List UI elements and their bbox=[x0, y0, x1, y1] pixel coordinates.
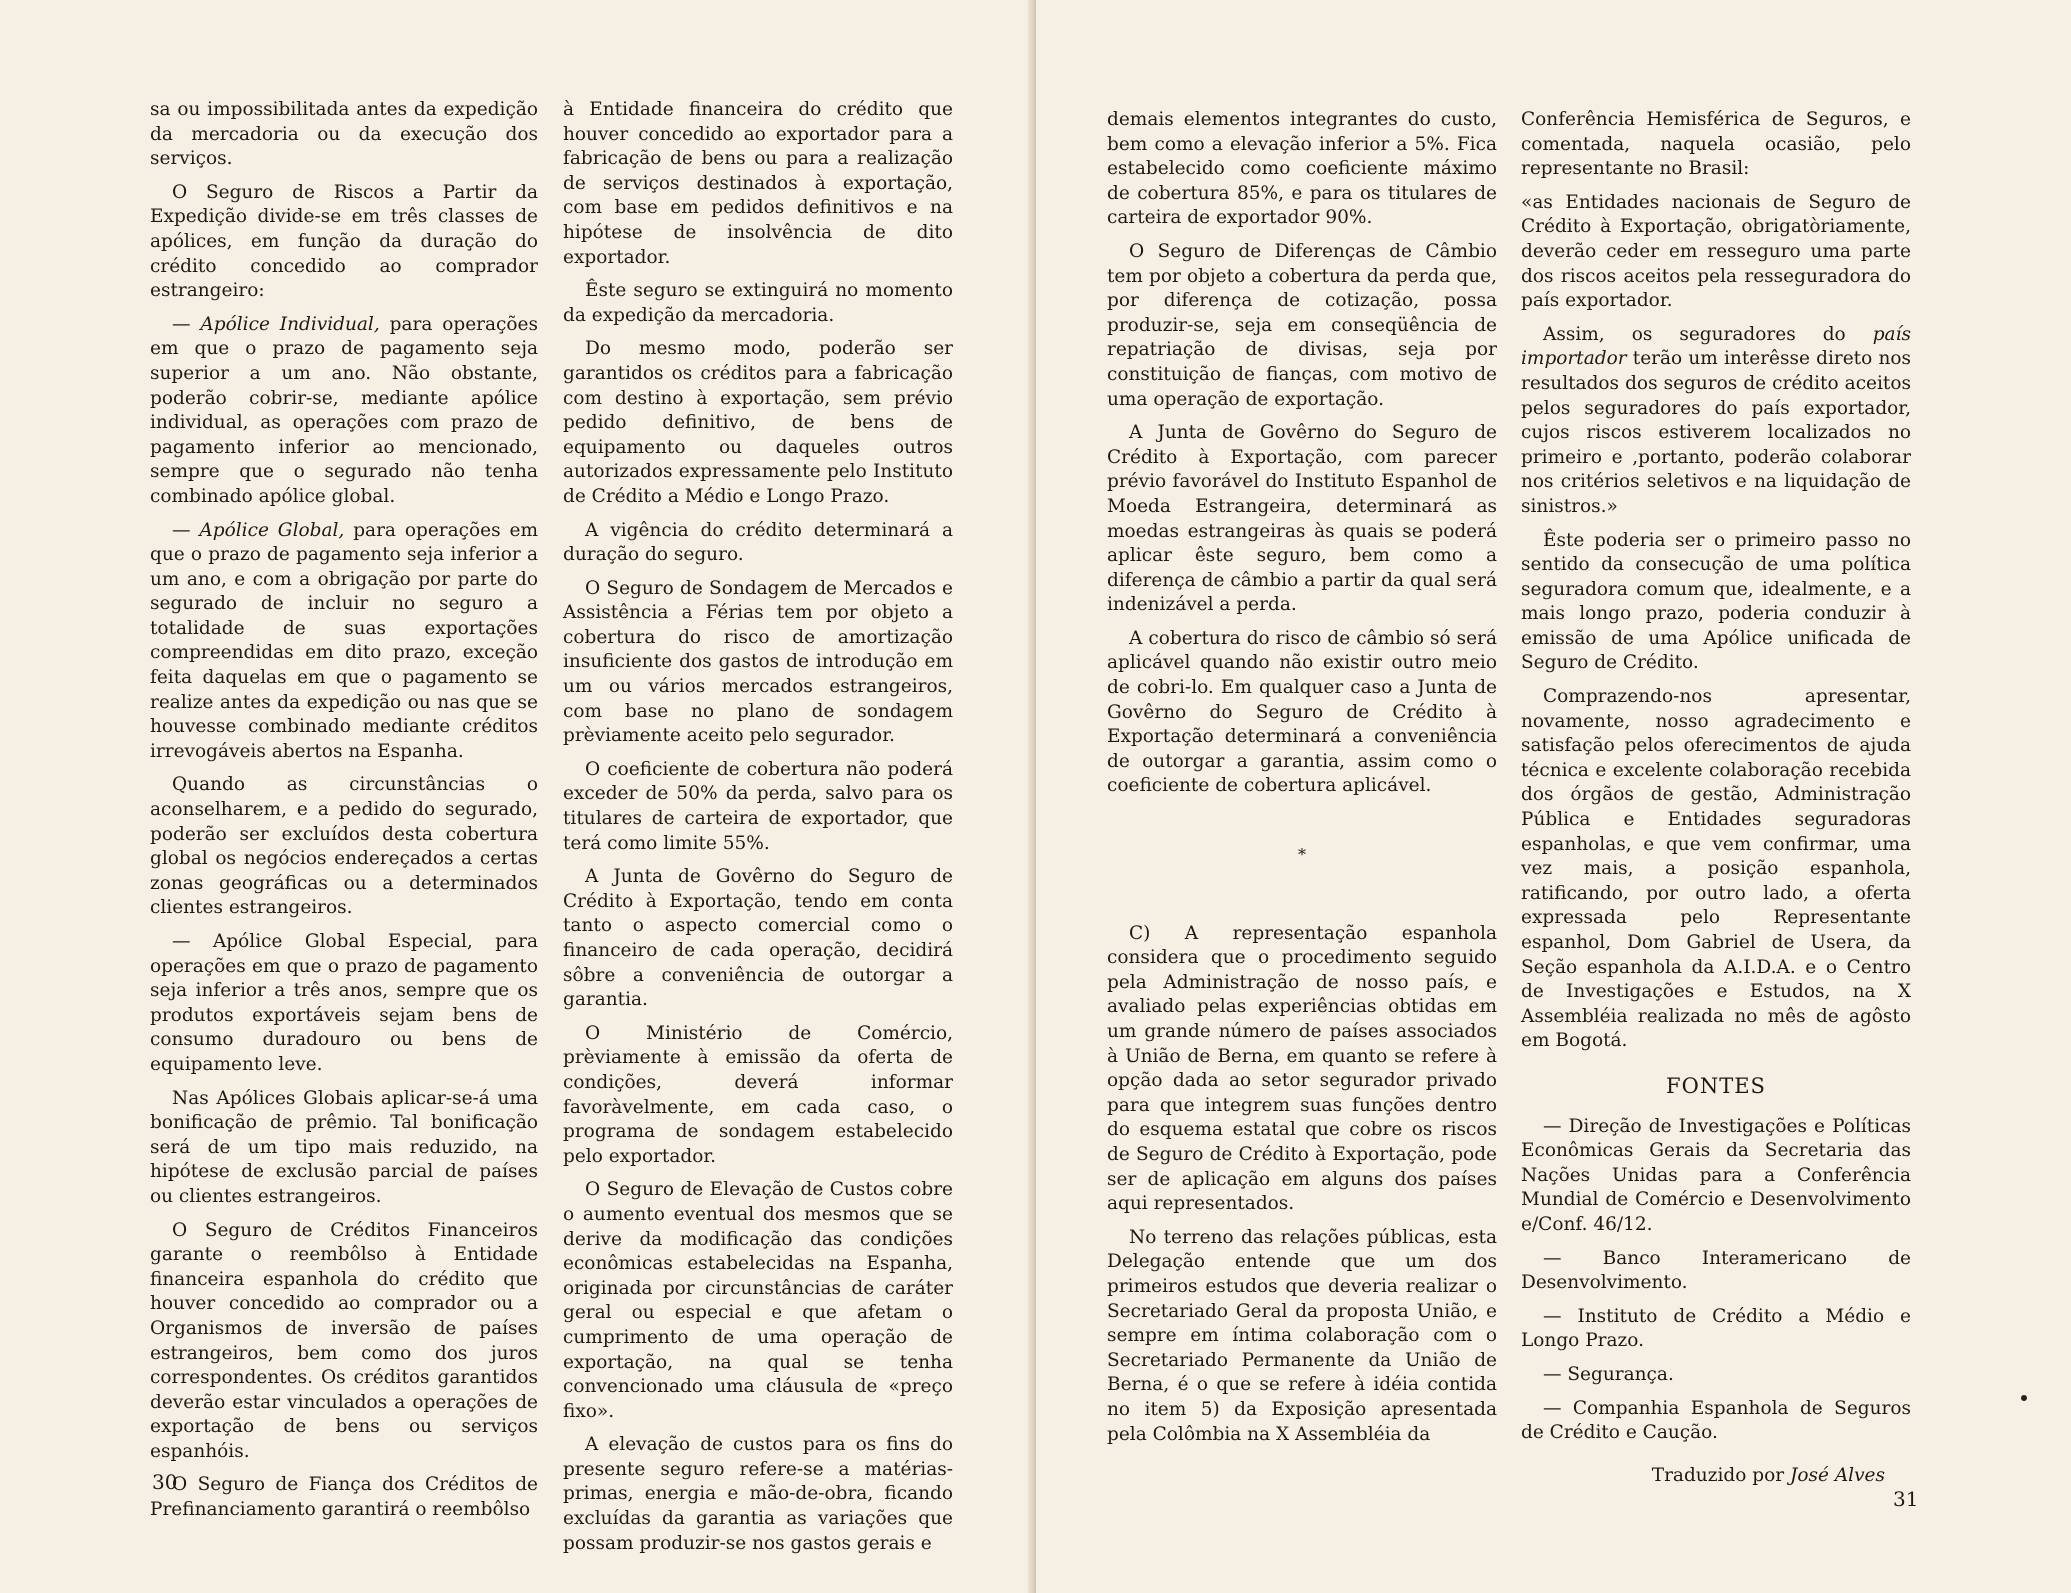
paragraph: — Apólice Global Especial, para operações em que o prazo de pagamento seja inferior a três anos, sempre que os produtos exportáveis sejam bens de consumo duradouro ou bens de equipamento leve. bbox=[150, 931, 538, 1075]
column-2 bbox=[563, 98, 953, 1565]
paragraph: C) A representação espanhola considera que o procedimento seguido pela Administração de nosso país, e avaliado pelas experiências obtidas em um grande número de países associados à União de Berna, em quanto se refere à opção dada ao setor segurador privado para que integrem suas funções dentro do esquema estatal que cobre os riscos de Seguro de Crédito à Exportação, pode ser de aplicação em alguns dos países aqui representados. bbox=[1107, 922, 1497, 1215]
paragraph: O Seguro de Elevação de Custos cobre o aumento eventual dos mesmos que se derive da modificação das condições econômicas estabelecidas na Espanha, originada por circunstâncias de caráter geral ou especial e que afetam o cumprimento de uma operação de exportação, na qual se tenha convencionado uma cláusula de «preço fixo». bbox=[563, 1179, 953, 1422]
paragraph: O Ministério de Comércio, prèviamente à emissão da oferta de condições, deverá informar favoràvelmente, em cada caso, o programa de sondagem estabelecido pelo exportador. bbox=[563, 1022, 953, 1167]
paragraph: No terreno das relações públicas, esta Delegação entende que um dos primeiros estudos que deveria realizar o Secretariado Geral da proposta União, e sempre em íntima colaboração com o Secretariado Permanente da União de Berna, é o que se refere à idéia contida no item 5) da Exposição apresentada pela Colômbia na X Assembléia da bbox=[1107, 1226, 1497, 1445]
paragraph: A Junta de Govêrno do Seguro de Crédito à Exportação, tendo em conta tanto o aspecto comercial como o financeiro de cada operação, decidirá sôbre a conveniência de outorgar a garantia. bbox=[563, 866, 953, 1011]
paragraph: O coeficiente de cobertura não poderá exceder de 50% da perda, salvo para os titulares de carteira de exportador, que terá como limite 55%. bbox=[563, 758, 953, 854]
paragraph: O Seguro de Créditos Financeiros garante o reembôlso à Entidade financeira espanhola do crédito que houver concedido ao comprador ou a Organismos de inversão de países estrangeiros, bem como dos juros correspondentes. Os créditos garantidos deverão estar vinculados a operações de exportação de bens ou serviços espanhóis. bbox=[150, 1219, 538, 1462]
paragraph: sa ou impossibilitada antes da expedição da mercadoria ou da execução dos serviços. bbox=[150, 99, 538, 170]
source-item: — Instituto de Crédito a Médio e Longo Prazo. bbox=[1521, 1305, 1911, 1352]
paragraph: O Seguro de Diferenças de Câmbio tem por objeto a cobertura da perda que, por diferença de cotização, possa produzir-se, seja em conseqüência de repatriação de divisas, seja por constituição de fianças, com motivo de uma operação de exportação. bbox=[1107, 240, 1497, 410]
left-page bbox=[0, 0, 1032, 1593]
paragraph: demais elementos integrantes do custo, bem como a elevação inferior a 5%. Fica estabelecido como coeficiente máximo de cobertura 85%, e para os titulares de carteira de exportador 90%. bbox=[1107, 109, 1497, 229]
paragraph: Êste poderia ser o primeiro passo no sentido da consecução de uma política seguradora comum que, idealmente, e a mais longo prazo, poderia conduzir à emissão de uma Apólice unificada de Seguro de Crédito. bbox=[1521, 529, 1911, 674]
page-number: 30 bbox=[152, 1470, 178, 1494]
paragraph: à Entidade financeira do crédito que houver concedido ao exportador para a fabricação de bens ou para a realização de serviços destinados à exportação, com base em pedidos definitivos e na hipótese de insolvência de dito exportador. bbox=[563, 99, 953, 268]
apolice-individual-term: Apólice Individual, bbox=[200, 313, 380, 335]
source-item: — Banco Interamericano de Desenvolvimento. bbox=[1521, 1247, 1911, 1294]
paragraph: Nas Apólices Globais aplicar-se-á uma bonificação de prêmio. Tal bonificação será de um tipo mais reduzido, na hipótese de exclusão parcial de países ou clientes estrangeiros. bbox=[150, 1087, 538, 1207]
apolice-global-term: Apólice Global, bbox=[199, 519, 345, 541]
paragraph: A cobertura do risco de câmbio só será aplicável quando não existir outro meio de cobri-lo. Em qualquer caso a Junta de Govêrno do Seguro de Crédito à Exportação determinará a conveniência de outorgar a garantia, assim como o coeficiente de cobertura aplicável. bbox=[1107, 627, 1497, 797]
paragraph: Assim, os seguradores do país importador terão um interêsse direto nos resultados dos seguros de crédito aceitos pelos seguradores do país exportador, cujos riscos estiverem localizados no primeiro e ,portanto, poderão colaborar nos critérios seletivos e na liquidação de sinistros.» bbox=[1521, 323, 1911, 517]
ink-mark bbox=[2021, 1395, 2027, 1401]
section-separator: * bbox=[1298, 845, 1306, 865]
quote-paragraph: «as Entidades nacionais de Seguro de Crédito à Exportação, obrigatòriamente, deverão ceder em resseguro uma parte dos riscos aceitos pela resseguradora do país exportador. bbox=[1521, 191, 1911, 312]
column-3 bbox=[1107, 108, 1497, 1456]
paragraph: — Apólice Individual, para operações em que o prazo de pagamento seja superior a um ano. Não obstante, poderão cobrir-se, mediante apólice individual, as operações com prazo de pagamento inferior ao mencionado, sempre que o segurado não tenha combinado apólice global. bbox=[150, 313, 538, 507]
source-item: — Direção de Investigações e Políticas Econômicas Gerais da Secretaria das Nações Unidas para a Conferência Mundial de Comércio e Desenvolvimento e/Conf. 46/12. bbox=[1521, 1115, 1911, 1235]
paragraph: Êste seguro se extinguirá no momento da expedição da mercadoria. bbox=[563, 280, 953, 326]
paragraph: O Seguro de Riscos a Partir da Expedição divide-se em três classes de apólices, em função da duração do crédito concedido ao comprador estrangeiro: bbox=[150, 181, 538, 302]
column-1 bbox=[150, 98, 538, 1532]
source-item: — Segurança. bbox=[1543, 1363, 1674, 1385]
paragraph: O Seguro de Sondagem de Mercados e Assistência a Férias tem por objeto a cobertura do risco de amortização insuficiente dos gastos de introdução em um ou vários mercados estrangeiros, com base no plano de sondagem prèviamente aceito pelo segurador. bbox=[563, 577, 953, 747]
paragraph: Comprazendo-nos apresentar, novamente, nosso agradecimento e satisfação pelos oferecimentos de ajuda técnica e excelente colaboração recebida dos órgãos de gestão, Administração Pública e Entidades seguradoras espanholas, e que vem confirmar, uma vez mais, a posição espanhola, ratificando, por outro lado, a oferta expressada pelo Representante espanhol, Dom Gabriel de Usera, da Seção espanhola da A.I.D.A. e o Centro de Investigações e Estudos, na X Assembléia realizada no mês de agôsto em Bogotá. bbox=[1521, 686, 1911, 1052]
paragraph: Quando as circunstâncias o aconselharem, e a pedido do segurado, poderão ser excluídos desta cobertura global os negócios endereçados a certas zonas geográficas ou a determinados clientes estrangeiros. bbox=[150, 774, 538, 919]
translator-name: José Alves bbox=[1789, 1464, 1885, 1486]
sources-heading: FONTES bbox=[1666, 1073, 1766, 1098]
paragraph: Conferência Hemisférica de Seguros, e comentada, naquela ocasião, pelo representante no Brasil: bbox=[1521, 109, 1911, 180]
source-item: — Companhia Espanhola de Seguros de Crédito e Caução. bbox=[1521, 1397, 1911, 1444]
paragraph: Do mesmo modo, poderão ser garantidos os créditos para a fabricação com destino à exportação, sem prévio pedido definitivo, de bens de equipamento ou daqueles outros autorizados expressamente pelo Instituto de Crédito a Médio e Longo Prazo. bbox=[563, 338, 953, 507]
column-4 bbox=[1521, 108, 1911, 1488]
page-number: 31 bbox=[1893, 1487, 1919, 1511]
paragraph: — Apólice Global, para operações em que o prazo de pagamento seja inferior a um ano, e com a obrigação por parte do segurado de incluir no seguro a totalidade de suas exportações compreendidas em dito prazo, exceção feita daquelas em que o pagamento se realize antes da expedição ou nas que se houvesse combinado mediante créditos irrevogáveis abertos na Espanha. bbox=[150, 519, 538, 762]
translator-credit: Traduzido por José Alves bbox=[1651, 1464, 1885, 1486]
pais-importador-term: país importador bbox=[1521, 323, 1911, 370]
paragraph: A Junta de Govêrno do Seguro de Crédito à Exportação, com parecer prévio favorável do Instituto Espanhol de Moeda Estrangeira, determinará as moedas estrangeiras às quais se poderá aplicar êste seguro, bem como a diferença de câmbio a partir da qual será indenizável a perda. bbox=[1107, 422, 1497, 616]
paragraph: O Seguro de Fiança dos Créditos de Prefinanciamento garantirá o reembôlso bbox=[150, 1474, 538, 1521]
paragraph: A elevação de custos para os fins do presente seguro refere-se a matérias-primas, energia e mão-de-obra, ficando excluídas da garantia as variações que possam produzir-se nos gastos gerais e bbox=[563, 1434, 953, 1554]
paragraph: A vigência do crédito determinará a duração do seguro. bbox=[563, 519, 953, 566]
